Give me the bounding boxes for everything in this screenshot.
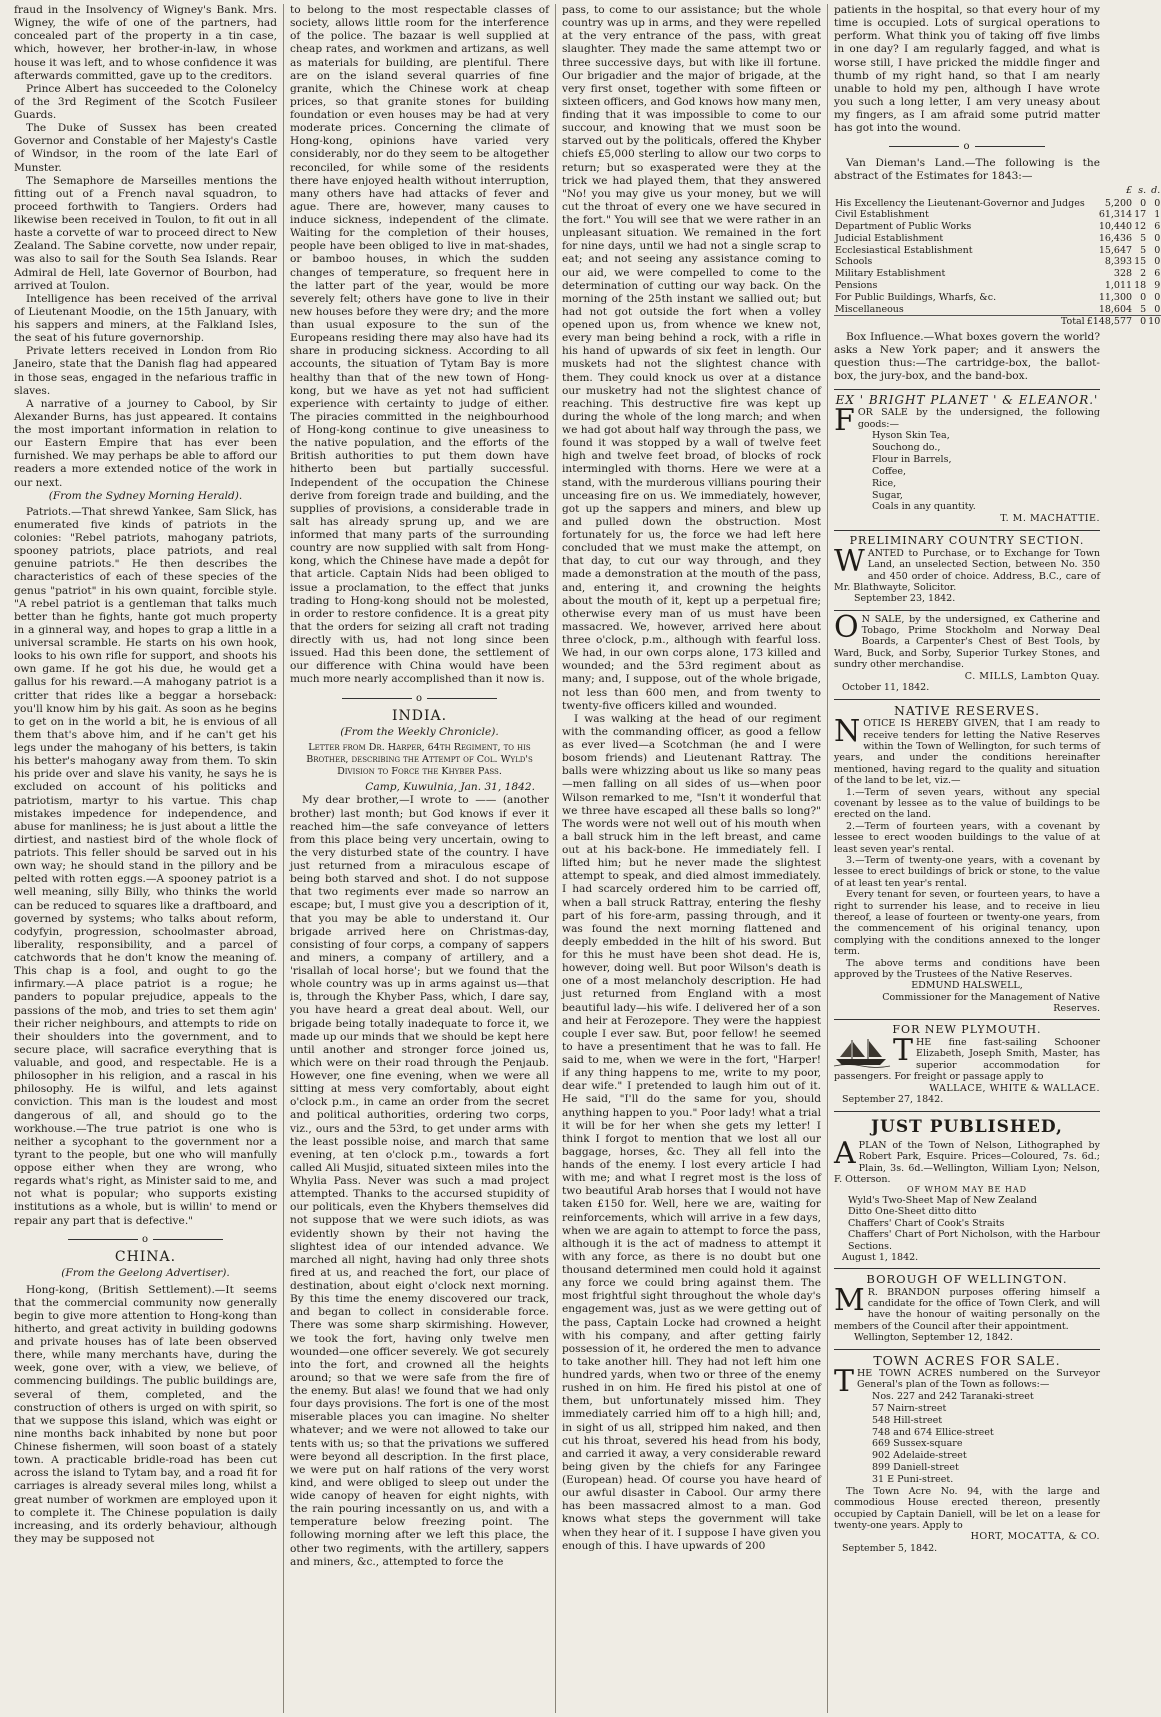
- drop-cap: A: [834, 1135, 856, 1171]
- source-geelong: (From the Geelong Advertiser).: [61, 1267, 230, 1280]
- ad-native-reserves-term-3: 3.—Term of twenty-one years, with a covenant by lessee to erect buildings of brick or stone, to the value of at least ten year's rental.: [834, 855, 1100, 889]
- column-2: [283, 4, 555, 1713]
- estimate-shillings: 12: [1134, 221, 1147, 233]
- ad-on-sale: [834, 610, 1100, 694]
- estimate-pence: 0: [1154, 244, 1161, 256]
- estimates-row: [834, 280, 1161, 292]
- estimate-pence: 6: [1154, 221, 1161, 233]
- article-hong-kong-cont: to belong to the most respectable classes of society, allows little room for the interference of the police. The bazaar is well supplied at cheap rates, and workmen and artizans, as well as materials for building, are plentiful. There are on the island several quarries of fine granite, which the Chinese work at cheap prices, so that granite stones for building foundation or even houses may be had at very moderate prices. Concerning the climate of Hong-kong, opinions have varied very considerably, nor do they seem to be altogether reconciled, for while some of the residents there have enjoyed health without interruption, many others have had attacks of fever and ague. There are, however, many causes to induce sickness, independent of the climate. Waiting for the completion of their houses, people have been obliged to live in mat-shades, or bamboo houses, in which the sudden changes of temperature, so frequent here in the latter part of the year, would be more severely felt; others have gone to live in their new houses before they were dry; and the more than usual exposure to the sun of the Europeans residing there may also have had its share in producing sickness. According to all accounts, the situation of Tytam Bay is more healthy than that of the new town of Hong-kong, but we have as yet not had sufficient experience with certainty to judge of either. The piracies committed in the neighbourhood of Hong-kong continue to give uneasiness to the native population, and the efforts of the British authorities to put them down have hitherto been but partially successful. Independent of the occupation the Chinese derive from foreign trade and building, and the supplies of provisions, a considerable trade in salt has already sprung up, and we are informed that many parts of the surrounding country are now supplied with salt from Hong-kong, which the Chinese have made a depôt for that article. Captain Nids had been obliged to issue a proclamation, to the effect that junks trading to Hong-kong should not be molested, in order to restore confidence. It is a great pity that the orders for seizing all craft not trading directly with us, had not long since been issued. Had this been done, the settlement of our difference with China would have been much more nearly accomplished than it now is.: [290, 4, 549, 686]
- column-container: [8, 4, 1161, 1713]
- ad-country-section-date: September 23, 1842.: [854, 593, 956, 605]
- article-rio: Private letters received in London from Rio Janeiro, state that the Danish flag had appeared in those seas, engaged in the nefarious traffic in slaves.: [14, 345, 277, 397]
- column-3: [555, 4, 827, 1713]
- estimate-shillings: 2: [1140, 268, 1147, 280]
- section-divider: o: [290, 693, 549, 705]
- estimate-pence: 9: [1154, 280, 1161, 292]
- map-item: Wyld's Two-Sheet Map of New Zealand: [848, 1195, 1037, 1207]
- estimates-header: [834, 184, 1161, 198]
- ad-new-plymouth-body: HE fine fast-sailing Schooner Elizabeth, Joseph Smith, Master, has superior accommodation for passengers. For freight or passage apply to: [834, 1037, 1100, 1083]
- estimates-row: [834, 233, 1161, 245]
- ad-town-acres-head: TOWN ACRES FOR SALE.: [873, 1352, 1061, 1368]
- estimate-item: Civil Establishment: [835, 209, 929, 221]
- map-item: Ditto One-Sheet ditto ditto: [848, 1206, 977, 1218]
- section-divider: o: [14, 1234, 277, 1246]
- article-hong-kong: Hong-kong, (British Settlement).—It seems that the commercial community now generally begin to give more attention to Hong-kong than hitherto, and great activity in building godowns and private houses has of late been observed there, while many merchants have, during the week, gone over, with a view, we believe, of commencing buildings. The public buildings are, several of them, completed, and the construction of others is urged on with spirit, so that we suppose this island, which was eight or nine months back inhabited by none but poor Chinese fishermen, will soon boast of a stately town. A practicable bridle-road has been cut across the island to Tytam bay, and a road fit for carriages is already several miles long, whilst a great number of workmen are employed upon it to complete it. The Chinese population is daily increasing, and its orderly behaviour, although they may be supposed not: [14, 1283, 277, 1545]
- ad-just-published-also: OF WHOM MAY BE HAD: [906, 1185, 1028, 1195]
- currency-pounds: £: [1126, 184, 1133, 196]
- estimate-pence: 0: [1154, 303, 1161, 315]
- ad-town-acres: [834, 1349, 1100, 1555]
- estimate-item: Department of Public Works: [835, 221, 972, 233]
- ad-just-published-head: JUST PUBLISHED,: [871, 1116, 1063, 1137]
- ad-new-plymouth-signature: WALLACE, WHITE & WALLACE.: [929, 1082, 1100, 1094]
- estimates-row: [834, 221, 1161, 233]
- estimate-shillings: 17: [1134, 209, 1147, 221]
- drop-cap: T: [834, 1364, 855, 1400]
- goods-item: Coals in any quantity.: [872, 501, 976, 513]
- ad-town-acres-signature: HORT, MOCATTA, & CO.: [970, 1531, 1100, 1543]
- letter-dateline: Camp, Kuwulnia, Jan. 31, 1842.: [365, 781, 535, 794]
- estimate-item: For Public Buildings, Wharfs, &c.: [835, 291, 997, 303]
- estimates-row: [834, 256, 1161, 268]
- ad-native-reserves-title: Commissioner for the Management of Native Reserves.: [882, 991, 1100, 1015]
- estimate-shillings: 5: [1140, 232, 1147, 244]
- letter-body-cont: pass, to come to our assistance; but the whole country was up in arms, and they were repelled at the very entrance of the pass, with great slaughter. They made the same attempt two or three successive days, but with like ill fortune. Our brigadier and the major of brigade, at the very first onset, together with some fifteen or sixteen officers, and God knows how many men, finding that it was impossible to come to our succour, and knowing that we must soon be starved out by the politicals, offered the Khyber chiefs £5,000 sterling to allow our two corps to return; but so exasperated were they at the trick we had played them, that they answered "No! you may give us your money, but we will cut the throat of every one we have secured in the fort." You will see that we were rather in an unpleasant situation. We remained in the fort for nine days, until we had not a single scrap to eat; and not seeing any assistance coming to our aid, we were compelled to come to the determination of cutting our way back. On the morning of the 25th instant we sallied out; but had not got outside the fort when a volley opened upon us, from whence we knew not, every man being behind a rock, with a rifle in his hand of upwards of six feet in length. Our muskets had not the slightest chance with them. They could knock us over at a distance our musketry had not the slightest chance of reaching. This destructive fire was kept up during the whole of the long march; and when we had got about half way through the pass, we found it was stopped by a wall of twelve feet high and twelve feet broad, of blocks of rock intermingled with thorns. Here we were at a stand, with the murderous villians pouring their unceasing fire on us. We immediately, however, got up the sappers and miners, and blew up and pulled down the obstruction. Most fortunately for us, the force we had left here concluded that we must make the attempt, on that day, to cut our way through, and they made a demonstration at the mouth of the pass, and, entering it, and crowning the heights about the mouth of it, kept up a perpetual fire; otherwise every man of us must have been massacred. We, however, arrived here about three o'clock, p.m., although with fearful loss. We had, in our own corps alone, 173 killed and wounded; and the 53rd regiment about as many; and, I suppose, out of the whole brigade, not less than 600 men, and from twenty to twenty-five officers killed and wounded.: [562, 4, 821, 712]
- schooner-icon: [834, 1037, 890, 1067]
- goods-item: Souchong do.,: [872, 442, 941, 454]
- total-shillings: 0: [1133, 316, 1147, 328]
- source-sydney-herald: (From the Sydney Morning Herald).: [48, 489, 243, 502]
- estimate-pounds: 16,436: [1098, 232, 1133, 244]
- town-acre-item: Nos. 227 and 242 Taranaki-street: [872, 1390, 1034, 1402]
- ad-native-reserves-term-4: Every tenant for seven, or fourteen years, to have a right to surrender his lease, and to receive in lieu thereof, a lease of fourteen or twenty-one years, from the commencement of his original tenancy, upon complying with the conditions annexed to the longer term.: [834, 889, 1100, 958]
- letter-body-end: patients in the hospital, so that every hour of my time is occupied. Lots of surgical operations to perform. What think you of taking off five limbs in one day? I am regularly fagged, and what is worse still, I have pricked the middle finger and thumb of my right hand, so that I am nearly unable to hold my pen, although I have wrote you such a long letter, I am very uneasy about my fingers, as I am afraid some putrid matter has got into the wound.: [834, 4, 1100, 135]
- ad-just-published: [834, 1111, 1100, 1264]
- drop-cap: T: [893, 1033, 914, 1069]
- ad-country-section-head: PRELIMINARY COUNTRY SECTION.: [849, 534, 1085, 548]
- ad-bright-planet-signature: T. M. MACHATTIE.: [1000, 513, 1100, 525]
- ad-town-acres-body: HE TOWN ACRES numbered on the Surveyor General's plan of the Town as follows:—: [857, 1368, 1100, 1391]
- estimate-pounds: 15,647: [1098, 244, 1133, 256]
- drop-cap: M: [834, 1282, 865, 1318]
- ad-borough-head: BOROUGH OF WELLINGTON.: [866, 1272, 1068, 1287]
- estimates-row: [834, 304, 1161, 316]
- ad-bright-planet-goods: [834, 430, 1100, 513]
- section-divider: o: [834, 141, 1100, 153]
- estimate-shillings: 15: [1134, 256, 1147, 268]
- currency-pence: d.: [1151, 184, 1161, 196]
- article-moodie: Intelligence has been received of the arrival of Lieutenant Moodie, on the 15th January, with his sappers and miners, at the Falkland Isles, the seat of his future governorship.: [14, 292, 277, 345]
- map-item: Chaffers' Chart of Cook's Straits: [848, 1217, 1005, 1229]
- drop-cap: F: [834, 403, 855, 439]
- estimate-pence: 0: [1154, 291, 1161, 303]
- town-acre-item: 669 Sussex-square: [872, 1438, 963, 1450]
- estimate-pounds: 8,393: [1104, 256, 1133, 268]
- ad-native-reserves-term-5: The above terms and conditions have been approved by the Trustees of the Native Reserves.: [834, 957, 1100, 980]
- estimate-item: Pensions: [835, 280, 878, 292]
- article-box-influence: Box Influence.—What boxes govern the world? asks a New York paper; and it answers the question thus:—The cartridge-box, the ballot-box, the jury-box, and the band-box.: [834, 331, 1100, 383]
- heading-india: INDIA.: [391, 707, 448, 724]
- estimates-table: [834, 184, 1161, 328]
- ad-just-published-list: [834, 1195, 1100, 1252]
- heading-china: CHINA.: [114, 1249, 177, 1266]
- ad-bright-planet: [834, 389, 1100, 526]
- map-item: Chaffers' Chart of Port Nicholson, with the Harbour Sections.: [848, 1229, 1100, 1252]
- currency-shillings: s.: [1138, 184, 1147, 196]
- town-acre-item: 899 Daniell-street: [872, 1462, 959, 1474]
- ad-on-sale-date: October 11, 1842.: [842, 682, 930, 694]
- ad-native-reserves-term-2: 2.—Term of fourteen years, with a covenant by lessee to erect wooden buildings to the value of at least seven year's rental.: [834, 820, 1100, 855]
- ad-new-plymouth-date: September 27, 1842.: [842, 1094, 944, 1106]
- estimate-shillings: 0: [1140, 197, 1147, 209]
- estimate-pence: 0: [1154, 232, 1161, 244]
- column-1: [8, 4, 283, 1713]
- estimate-item: Miscellaneous: [835, 303, 904, 315]
- goods-item: Rice,: [872, 477, 897, 489]
- estimate-shillings: 18: [1134, 280, 1147, 292]
- article-duke-sussex: The Duke of Sussex has been created Governor and Constable of her Majesty's Castle of Windsor, in the room of the late Earl of Munster.: [14, 122, 277, 174]
- article-patriots: Patriots.—That shrewd Yankee, Sam Slick, has enumerated five kinds of patriots in the colonies: "Rebel patriots, mahogany patriots, spooney patriots, place patriots, and real genuine patriots." He then describes the characteristics of each of these species of the genus "patriot" in his own quaint, forcible style. "A rebel patriot is a gentleman that talks much better than he fights, hante got much property in a ginneral way, and hopes to grap a little in a universal scramble. He starts on his own hook, looks to his own rifle for support, and shoots his own game. If he got his due, he would get a gallus for his reward.—A mahogany patriot is a critter that rides like a beggar a horseback: you'll know him by his gait. As soon as he begins to get on in the world a bit, he is envious of all them that's above him, and if he can't get his legs under the mahogany of his betters, is takin his better's mahogany away from them. To skin his pride over and slave his vanity, he says he is excluded on account of his politicks and patriotism, martyr to his vartue. This chap mistakes impedence for independence, and abuse for manliness; he is just about a little the dirtiest, and nastiest bird of the whole flock of patriots. This feller should be sarved out in his own way; he should stand in the pillory and be pelted with rotten eggs.—A spooney patriot is a well meaning, silly Billy, who thinks the world can be reduced to squares like a draftboard, and governed by systems; who talks about reform, codyfyin, progression, schoolmaster abroad, liberality, responsibility, and a parcel of catchwords that he don't know the meaning of. This chap is a fool, and ought to go the infirmary.—A place patriot is a rogue; he panders to popular prejudice, appeals to the passions of the mob, and tries to set them agin' their richer neighbours, and attempts to ride on their shoulders into the government, and to secure place, will sacrafice everything that is valuable, and good, and respectable. He is a philosopher in his religion, and a rascal in his philosophy. He is wilful, and lets against conviction. This man is the loudest and most dangerous of all, and should go to the workhouse.—The true patriot is one who is neither a sycophant to the government nor a tyrant to the people, but one who will manfully oppose either when they are wrong, who regards what's right, as Minister said to me, and not what is popular; who supports existing institutions as a whole, but is willin' to mend or repair any part that is defective.": [14, 505, 277, 1227]
- ad-town-acres-list: [834, 1391, 1100, 1486]
- estimates-row: [834, 198, 1161, 210]
- estimate-pounds: 18,604: [1098, 303, 1133, 315]
- town-acre-item: 748 and 674 Ellice-street: [872, 1426, 994, 1438]
- estimate-pence: 0: [1154, 256, 1161, 268]
- drop-cap: N: [834, 714, 861, 750]
- ad-native-reserves-term-1: 1.—Term of seven years, without any special covenant by lessee as to the value of buildings to be erected on the land.: [834, 786, 1100, 821]
- estimate-pence: 1: [1154, 209, 1161, 221]
- letter-headline: Letter from Dr. Harper, 64th Regiment, to his Brother, describing the Attempt of Col. Wyld's Division to Force the Khyber Pass.: [306, 742, 533, 778]
- estimate-pounds: 11,300: [1098, 291, 1133, 303]
- town-acre-item: 548 Hill-street: [872, 1414, 943, 1426]
- ad-borough-body: R. BRANDON purposes offering himself a candidate for the office of Town Clerk, and will have the honour of waiting personally on the members of the Council after their appointment.: [834, 1286, 1100, 1332]
- goods-item: Hyson Skin Tea,: [872, 430, 950, 442]
- ad-town-acres-date: September 5, 1842.: [842, 1543, 938, 1555]
- estimate-item: Ecclesiastical Establishment: [835, 244, 973, 256]
- ad-country-section: [834, 530, 1100, 605]
- estimate-shillings: 5: [1140, 303, 1147, 315]
- ad-native-reserves-head: NATIVE RESERVES.: [893, 702, 1041, 718]
- ad-country-section-body: ANTED to Purchase, or to Exchange for Town Land, an unselected Section, between No. 350 and 450 order of choice. Address, B.C., care of Mr. Blathwayte, Solicitor.: [834, 547, 1100, 593]
- estimate-pence: 0: [1154, 197, 1161, 209]
- estimate-item: Schools: [835, 256, 873, 268]
- goods-item: Sugar,: [872, 489, 903, 501]
- goods-item: Flour in Barrels,: [872, 453, 952, 465]
- ad-town-acres-note: The Town Acre No. 94, with the large and commodious House erected thereon, presently occupied by Captain Daniell, will be let on a lease for twenty-one years. Apply to: [834, 1485, 1100, 1532]
- town-acre-item: 31 E Puni-street.: [872, 1474, 954, 1485]
- estimate-pounds: 328: [1113, 268, 1133, 280]
- ad-on-sale-body: N SALE, by the undersigned, ex Catherine and Tobago, Prime Stockholm and Norway Deal Boards, a Carpenter's Chest of Best Tools, by Ward, Buck, and Sorby, Superior Turkey Stones, and sundry other merchandise.: [834, 613, 1100, 671]
- article-cabool: A narrative of a journey to Cabool, by Sir Alexander Burns, has just appeared. It contains the most important information in relation to our Eastern Empire that has ever been furnished. We may perhaps be able to afford our readers a more extended notice of the work in our next.: [14, 397, 277, 489]
- estimate-pence: 6: [1154, 268, 1161, 280]
- estimates-total-row: [834, 316, 1161, 328]
- estimate-shillings: 0: [1140, 291, 1147, 303]
- town-acre-item: 57 Nairn-street: [872, 1402, 947, 1414]
- estimate-pounds: 10,440: [1098, 221, 1133, 233]
- estimate-item: Military Establishment: [835, 268, 946, 280]
- ad-on-sale-signature: C. MILLS, Lambton Quay.: [964, 670, 1100, 682]
- estimate-pounds: 5,200: [1104, 197, 1133, 209]
- article-semaphore: The Semaphore de Marseilles mentions the fitting out of a French naval squadron, to proceed forthwith to Tangiers. Orders had likewise been received in Toulon, to fit out in all haste a corvette of war to proceed direct to New Zealand. The Sabine corvette, now under repair, was also to sail for the South Sea Islands. Rear Admiral de Hell, late Governor of Bourbon, had arrived at Toulon.: [14, 174, 277, 292]
- article-prince-albert: Prince Albert has succeeded to the Colonelcy of the 3rd Regiment of the Scotch Fusileer Guards.: [14, 82, 277, 121]
- letter-body-wilson: I was walking at the head of our regiment with the commanding officer, as good a fellow as ever lived—a Scotchman (he and I were bosom friends) and Lieutenant Rattray. The balls were whizzing about us like so many peas —men falling on all sides of us—when poor Wilson remarked to me, "Isn't it wonderful that we three have escaped all these balls so long?" The words were not well out of his mouth when a ball struck him in the left breast, and came out at his back-bone. He immediately fell. I lifted him; but he never made the slightest attempt to speak, and died almost immediately. I had scarcely ordered him to be carried off, when a ball struck Rattray, entering the fleshy part of his fore-arm, passing through, and it was found the next morning flattened and deeply embedded in the hilt of his sword. But for this he must have been shot dead. He is, however, doing well. But poor Wilson's death is one of a most melancholy description. He had just returned from England with a most beautiful lady—his wife. I delivered her of a son and heir at Ferozepore. They were the happiest couple I ever saw. But, poor fellow! he seemed to have a presentiment that he was to fall. He said to me, when we were in the fort, "Harper! if any thing happens to me, write to my poor, dear wife." I pretended to laugh him out of it. He said, "I'll do the same for you, should anything happen to you." Poor lady! what a trial it will be for her when she gets my letter! I think I forgot to mention that we lost all our baggage, horses, &c. They all fell into the hands of the enemy. I lost every article I had with me; and what I regret most is the loss of two beautiful Arab horses that I would not have taken £150 for. Well, here we are, waiting for reinforcements, which will arrive in a few days, when we are again to attempt to force the pass, although it is the act of madness to attempt it with any force, as there is no doubt but one thousand determined men could hold it against any force we could bring against them. The most frightful sight throughout the whole day's engagement was, just as we were getting out of the pass, Captain Locke had crowned a height with his company, and after getting fairly possession of it, he ordered the men to advance to take another hill. They had not left him one hundred yards, when two or three of the enemy rushed in on him. He fired his pistol at one of them, but unfortunately missed him. They immediately carried him off to a high hill; and, in sight of us all, stripped him naked, and then cut his throat, severed his head from his body, and carried it away, a very considerable reward being given by the chiefs for any Faringee (European) head. Of course you have heard of our awful disaster in Cabool. Our army there has been massacred almost to a man. God knows what steps the government will take when they hear of it. I suppose I have given you enough of this. I have upwards of 200: [562, 712, 821, 1552]
- estimates-row: [834, 209, 1161, 221]
- ad-native-reserves: [834, 699, 1100, 1015]
- estimates-row: [834, 292, 1161, 304]
- estimate-item: His Excellency the Lieutenant-Governor and Judges: [835, 197, 1085, 209]
- estimate-pounds: 1,011: [1104, 280, 1133, 292]
- ad-new-plymouth-head: FOR NEW PLYMOUTH.: [892, 1023, 1042, 1037]
- drop-cap: W: [834, 543, 865, 579]
- ad-just-published-date: August 1, 1842.: [842, 1252, 919, 1263]
- ad-borough: [834, 1268, 1100, 1343]
- goods-item: Coffee,: [872, 465, 907, 477]
- total-pence: 10: [1148, 316, 1161, 328]
- source-weekly-chronicle: (From the Weekly Chronicle).: [340, 726, 499, 739]
- estimates-row: [834, 268, 1161, 280]
- ad-borough-date: Wellington, September 12, 1842.: [854, 1332, 1013, 1344]
- article-wigney: fraud in the Insolvency of Wigney's Bank. Mrs. Wigney, the wife of one of the partners, had concealed part of the property in a tin case, which, however, her brother-in-law, in whose house it was left, and to whose confidence it was afterwards committed, gave up to the creditors.: [14, 4, 277, 82]
- estimate-item: Judicial Establishment: [835, 232, 944, 244]
- ad-new-plymouth: [834, 1019, 1100, 1105]
- drop-cap: O: [834, 609, 859, 645]
- estimate-shillings: 5: [1140, 244, 1147, 256]
- total-pounds: £148,577: [1086, 316, 1133, 328]
- estimates-row: [834, 245, 1161, 257]
- estimate-pounds: 61,314: [1098, 209, 1133, 221]
- total-label: Total: [834, 316, 1086, 328]
- ad-just-published-body: PLAN of the Town of Nelson, Lithographed by Robert Park, Esquire. Prices—Coloured, 7s. 6d.; Plain, 3s. 6d.—Wellington, William Lyon; Nelson, F. Otterson.: [834, 1139, 1100, 1186]
- article-van-diemens-land: Van Dieman's Land.—The following is the abstract of the Estimates for 1843:—: [834, 156, 1100, 182]
- town-acre-item: 902 Adelaide-street: [872, 1450, 967, 1462]
- ad-bright-planet-title: EX ' BRIGHT PLANET ' & ELEANOR.': [835, 392, 1099, 407]
- ad-bright-planet-intro: OR SALE by the undersigned, the following goods:—: [857, 407, 1100, 430]
- ad-native-reserves-body: OTICE IS HEREBY GIVEN, that I am ready to receive tenders for letting the Native Reserves within the Town of Wellington, for such terms of years, and under the conditions hereinafter mentioned, having regard to the quality and situation of the land to be let, viz.—: [834, 718, 1100, 787]
- column-4: [827, 4, 1161, 1713]
- letter-body: My dear brother,—I wrote to —— (another brother) last month; but God knows if ever it reached him—the safe conveyance of letters from this place being very uncertain, owing to the very disturbed state of the country. I have just returned from a miraculous escape of being both starved and shot. I do not suppose that two regiments ever made so narrow an escape; but, I must give you a description of it, that you may be able to understand it. Our brigade arrived here on Christmas-day, consisting of four corps, a company of sappers and miners, a company of artillery, and a 'risallah of local horse'; but we found that the whole country was up in arms against us—that is, through the Khyber Pass, which, I dare say, you have heard a great deal about. Well, our brigade being totally inadequate to force it, we made up our minds that we should be kept here until another and stronger force joined us, which were on their road through the Penjaub. However, one fine evening, when we were all sitting at mess very comfortably, about eight o'clock p.m., in came an order from the secret and political authorities, ordering two corps, viz., ours and the 53rd, to get under arms with the least possible noise, and march that same evening, at ten o'clock p.m., towards a fort called Ali Musjid, situated sixteen miles into the Whylia Pass. Never was such a mad project attempted. Thanks to the accursed stupidity of our politicals, even the Khybers themselves did not suppose that we were such idiots, as was evidently shown by their not having the slightest idea of our intended advance. We marched all night, having had only three shots fired at us, and reached the fort, our place of destination, about eight o'clock next morning. By this time the enemy discovered our track, and began to collect in considerable force. There was some sharp skirmishing. However, we took the fort, having only twelve men wounded—one officer severely. We got securely into the fort, and crowned all the heights around; so that we were safe from the fire of the enemy. But alas! we found that we had only four days provisions. The fort is one of the most miserable places you can imagine. No shelter whatever; and we were not allowed to take our tents with us; so that the privations we suffered were beyond all description. In the first place, we were put on half rations of the very worst kind, and were obliged to sleep out under the wide canopy of heaven for eight nights, with the rain pouring incessantly on us, and with a temperature below freezing point. The following morning after we left this place, the other two regiments, with the artillery, sappers and miners, &c., attempted to force the: [290, 794, 549, 1568]
- ad-native-reserves-signature: EDMUND HALSWELL,: [911, 980, 1023, 992]
